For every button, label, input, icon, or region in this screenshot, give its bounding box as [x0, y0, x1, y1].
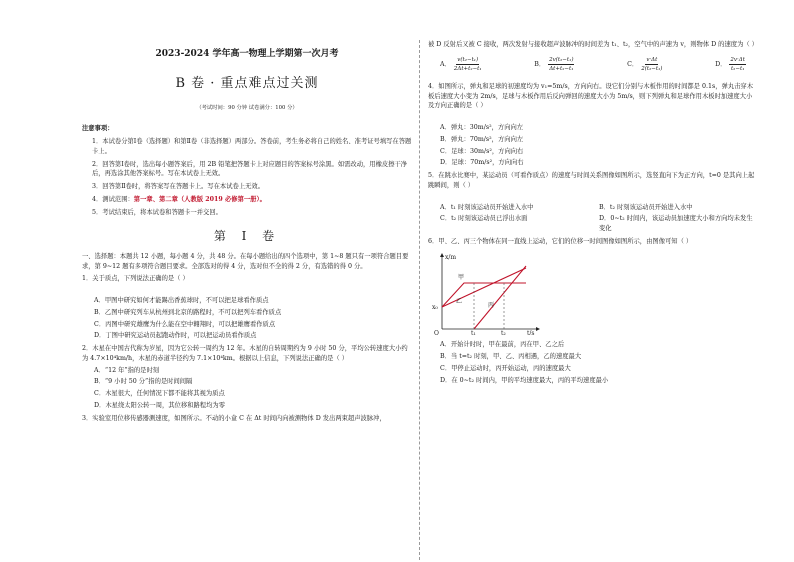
q4-option: B．弹丸：70m/s²，方向向左: [440, 135, 524, 143]
q2-option: B．“9 小时 50 分”指的是时间间隔: [94, 378, 193, 386]
note-item: 2．回答第Ⅰ卷时，选出每小题答案后，用 2B 铅笔把答题卡上对应题目的答案标号涂黑。如需改动，用橡皮擦干净后，再选涂其他答案标号。写在本试卷上无效。: [92, 160, 408, 178]
label-bing: 丙: [488, 301, 495, 309]
q1-option: C．丙图中研究雄鹰为什么能在空中翱翔时，可以把雄鹰看作质点: [94, 320, 276, 328]
q5-option-row: [428, 203, 758, 213]
question-1-stem: 1．关于质点，下列说法正确的是（ ）: [82, 275, 189, 283]
note-item: 5．考试结束后，将本试卷和答题卡一并交回。: [92, 208, 222, 216]
q6-position-time-graph: [432, 251, 542, 335]
notes-heading: 注意事项：: [82, 125, 114, 133]
exam-info: （考试时间：90 分钟 试卷满分：100 分）: [196, 105, 298, 112]
q5-option-row: [428, 214, 758, 234]
q2-option: A．“12 年”指的是时刻: [94, 366, 160, 374]
q5-option: B．t₂ 时刻该运动员开始进入水中: [599, 203, 693, 211]
question-6-stem: 6．甲、乙、丙三个物体在同一直线上运动，它们的位移一时间图像如图所示，由图像可知（ ）: [428, 237, 693, 245]
q2-option: C．木星很大，任何情况下都不能将其视为质点: [94, 390, 225, 398]
q5-option: D．0~t₂ 时间内，该运动员加速度大小和方向均未发生变化: [599, 215, 753, 233]
x-axis-arrow-icon: [536, 327, 540, 331]
q3-option-d: D． $\frac{2v\cdot\Delta t}{\text{t₂−t₁}}$: [715, 56, 745, 73]
column-divider: [419, 40, 420, 560]
note-item-scope: [92, 195, 412, 205]
q5-option: C．t₂ 时刻该运动员已浮出水面: [440, 215, 528, 223]
origin-label: O: [434, 329, 439, 335]
q6-option: B．当 t=t₂ 时刻，甲、乙、丙相遇，乙的速度最大: [440, 353, 582, 361]
label-jia: 甲: [458, 273, 465, 281]
q6-option: D．在 0~t₂ 时间内，甲的平均速度最大，丙的平均速度最小: [440, 376, 609, 384]
q2-option: D．木星绕太阳公转一周，其位移和路程均为零: [94, 401, 225, 409]
q4-option: D．足球：70m/s²，方向向右: [440, 159, 524, 167]
q6-option: C．甲停止运动时，丙开始运动，丙的速度最大: [440, 364, 571, 372]
q4-option: A．弹丸：30m/s²，方向向左: [440, 124, 524, 132]
exam-title: 2023-2024 学年高一物理上学期第一次月考: [155, 49, 339, 59]
question-5-stem: 5．在跳水比赛中，某运动员（可看作质点）的速度与时间关系图像如图所示，选竖直向下为正方向，t=0 是其向上起跳瞬间，则（ ）: [428, 172, 755, 189]
note-scope-red: 第一章、第二章（人教版 2019 必修第一册）。: [133, 195, 266, 203]
graph-line-yi: [442, 268, 526, 307]
q3-options: [428, 50, 758, 74]
y-axis-arrow-icon: [440, 253, 444, 257]
q3-option-b: B． $\frac{\text{2v(t₂−t₁)}}{\text{Δt+t₂−t₁}}$: [534, 56, 574, 73]
q5-option: A．t₁ 时刻该运动员开始进入水中: [440, 203, 534, 211]
q4-option: C．足球：30m/s²，方向向右: [440, 147, 524, 155]
q6-option: A．开始计时时，甲在最前，丙在甲、乙之后: [440, 341, 565, 349]
section-title: 第 Ⅰ 卷: [213, 229, 281, 244]
q1-option: B．乙图中研究列车从杭州到北京的路程时，不可以把列车看作质点: [94, 308, 282, 316]
t1-label: t₁: [471, 329, 476, 335]
note-scope-prefix: 4．测试范围：: [92, 195, 134, 203]
question-4-stem: 4．如图所示，弹丸和足球的初速度均为 v₁=5m/s，方向向右。设它们分别与木板作用的时间都是 0.1s，弹丸击穿木板后速度大小变为 2m/s，足球与木板作用后反向弹回的速度大小为 5m/s，则下列弹丸和足球作用木板时加速度大小及方向正确的是（ ）: [428, 82, 754, 110]
q3-option-a: A． $\frac{\text{v(t₂−t₁)}}{\text{2Δt+t₂−t₁}}$: [440, 56, 482, 73]
x-axis-label: t/s: [527, 329, 535, 335]
q1-option: A．甲图中研究如何才能踢出香蕉球时，不可以把足球看作质点: [94, 297, 269, 305]
q1-option: D．丁图中研究运动员起跑动作时，可以把运动员看作质点: [94, 332, 257, 340]
q3-option-c: C． $\frac{v\cdot\Delta t}{\text{2(t₂−t₁)}}$: [627, 56, 663, 73]
note-item: 1．本试卷分第Ⅰ卷（选择题）和第Ⅱ卷（非选择题）两部分。答卷前，考生务必将自己的姓名、准考证号填写在答题卡上。: [92, 138, 412, 155]
y-axis-label: x/m: [445, 253, 457, 261]
question-2-stem: 2．木星在中国古代称为岁星，因为它公转一周约为 12 年。木星的自转周期约为 9 小时 50 分，平均公转速度大小约为 4.7×10⁴km/h，木星的赤道半径约为 7.1×10⁴km。根据以上信息，下列说法正确的是（ ）: [82, 345, 408, 362]
x0-label: x₀: [432, 303, 438, 311]
graph-line-jia: [442, 283, 526, 307]
label-yi: 乙: [456, 297, 463, 305]
t2-label: t₂: [501, 329, 506, 335]
left-column: [82, 40, 412, 423]
question-3-stem: 3．实验室用位移传感器测速度，如图所示。不动的小盒 C 在 Δt 时间内向被测物体 D 发出两束超声波脉冲，: [82, 414, 386, 422]
note-item: 3．回答第Ⅱ卷时，将答案写在答题卡上。写在本试卷上无效。: [92, 183, 265, 191]
graph-line-bing: [474, 266, 526, 329]
exam-subtitle: B 卷 · 重点难点过关测: [175, 75, 319, 91]
right-column: [428, 40, 758, 385]
section-description: 一、选择题：本题共 12 小题，每小题 4 分，共 48 分。在每小题给出的四个选项中，第 1~8 题只有一项符合题目要求，第 9~12 题有多项符合题目要求。全部选对的得 4 分，选对但不全的得 2 分，有选错的得 0 分。: [82, 252, 409, 270]
question-3-continued: 被 D 反射后又被 C 接收，两次发射与接收超声波脉冲的时间差为 t₁、t₂，空气中的声速为 v，则物体 D 的速度为（ ）: [428, 41, 758, 48]
